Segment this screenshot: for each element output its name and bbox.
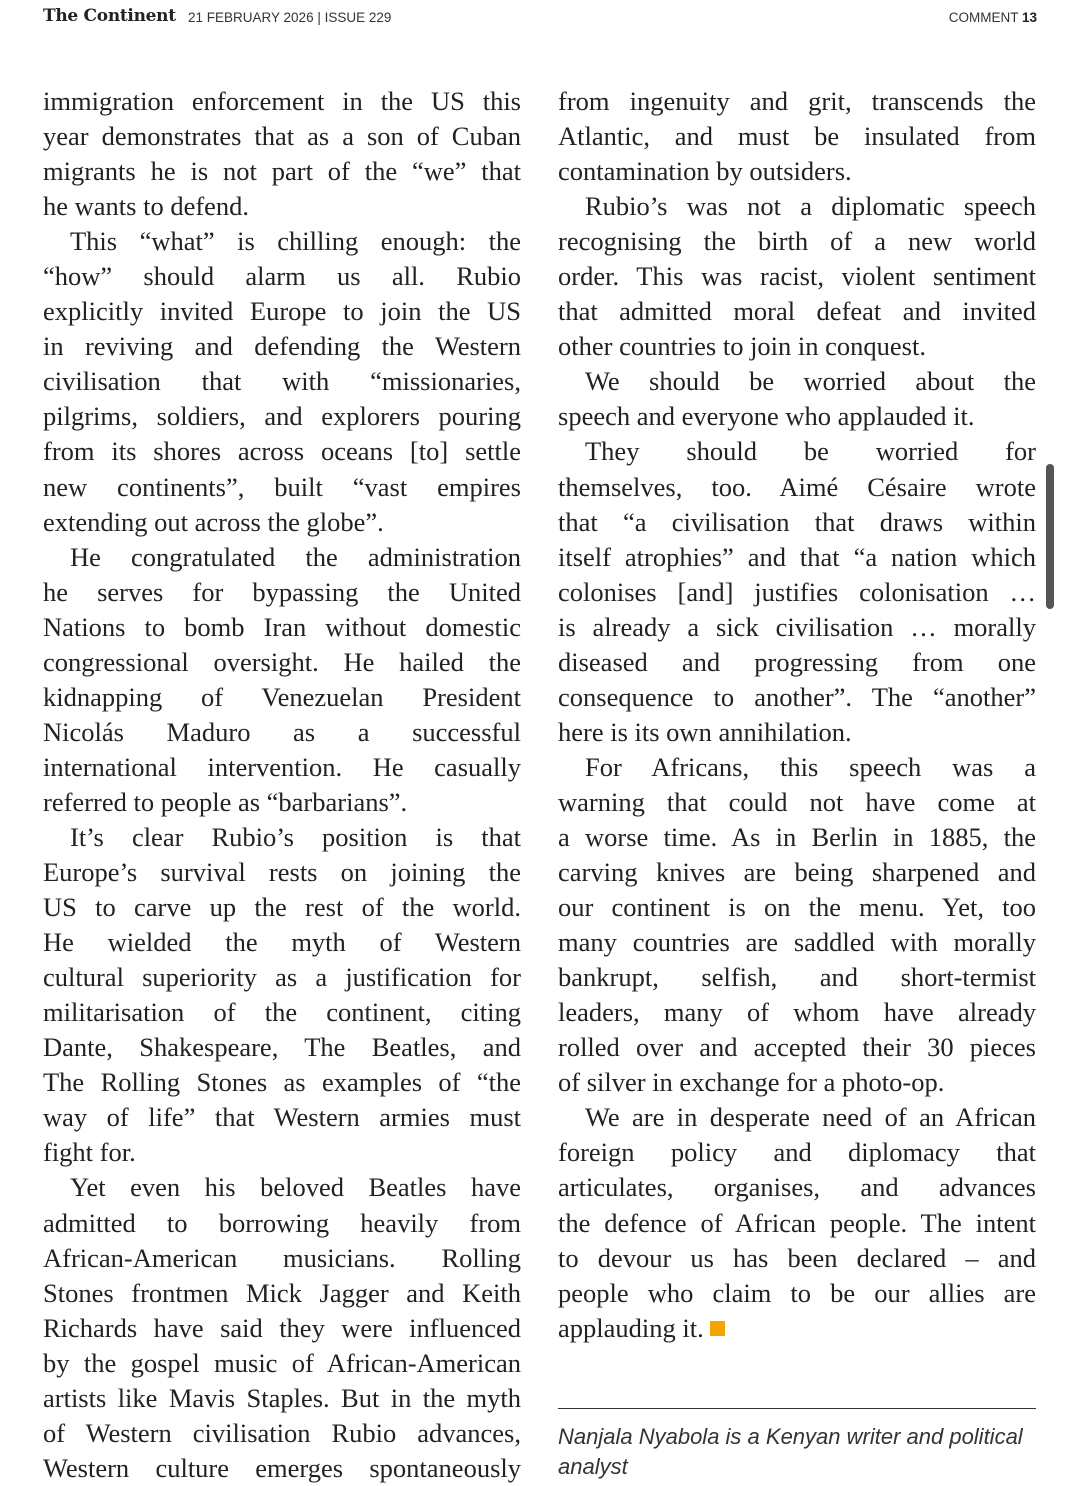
text-line [43, 84, 521, 119]
text-line-content: many countries are saddled with morally [558, 927, 1036, 958]
text-line [558, 925, 1036, 960]
text-line [43, 680, 521, 715]
text-line-content: rolled over and accepted their 30 pieces [558, 1032, 1036, 1063]
text-line-content: The Rolling Stones as examples of “the [43, 1067, 521, 1098]
text-line [558, 715, 1036, 750]
text-line [43, 1135, 521, 1170]
article-column-right [558, 84, 1036, 1346]
text-line [43, 925, 521, 960]
text-line-content: Dante, Shakespeare, The Beatles, and [43, 1032, 521, 1063]
page-number: 13 [1021, 10, 1037, 25]
text-line [43, 995, 521, 1030]
text-line-content: articulates, organises, and advances [558, 1172, 1036, 1203]
text-line [43, 610, 521, 645]
text-line-content: consequence to another”. The “another” [558, 681, 1036, 712]
page-header [43, 6, 1037, 30]
text-line-content: migrants he is not part of the “we” that [43, 156, 521, 187]
publication-title: The Continent [43, 6, 176, 26]
text-line [558, 1206, 1036, 1241]
text-line-content: themselves, too. Aimé Césaire wrote [558, 471, 1036, 502]
text-line-content: Rubio’s was not a diplomatic speech [585, 191, 1036, 222]
text-line-content: “how” should alarm us all. Rubio [43, 261, 521, 292]
author-bio: Nanjala Nyabola is a Kenyan writer and political analyst [558, 1424, 1023, 1479]
text-line [43, 189, 521, 224]
text-line-content: explicitly invited Europe to join the US [43, 296, 521, 327]
text-line [43, 1065, 521, 1100]
text-line [558, 680, 1036, 715]
text-line-content: our continent is on the menu. Yet, too [558, 892, 1036, 923]
text-line [43, 785, 521, 820]
text-line-content: referred to people as “barbarians”. [43, 786, 408, 817]
text-line [43, 715, 521, 750]
text-line-content: of Western civilisation Rubio advances, [43, 1417, 521, 1448]
issue-date: 21 FEBRUARY 2026 | ISSUE 229 [188, 10, 392, 25]
text-line-content: applauding it. [558, 1312, 704, 1343]
section-name: COMMENT [948, 10, 1019, 25]
text-line-content: international intervention. He casually [43, 751, 521, 782]
text-line-content: new continents”, built “vast empires [43, 471, 521, 502]
text-line [558, 1100, 1036, 1135]
text-line [43, 154, 521, 189]
text-line [43, 1170, 521, 1205]
text-line-content: from its shores across oceans [to] settle [43, 436, 521, 467]
text-line-content: congressional oversight. He hailed the [43, 646, 521, 677]
text-line-content: militarisation of the continent, citing [43, 997, 521, 1028]
text-line [43, 364, 521, 399]
text-line-content: itself atrophies” and that “a nation which [558, 541, 1036, 572]
text-line [558, 750, 1036, 785]
text-line [43, 224, 521, 259]
text-line-content: They should be worried for [585, 436, 1036, 467]
text-line-content: He congratulated the administration [70, 541, 521, 572]
article-end-mark-icon [710, 1321, 725, 1336]
text-line-content: to devour us has been declared – and [558, 1242, 1036, 1273]
text-line-content: fight for. [43, 1137, 136, 1168]
text-line-content: leaders, many of whom have already [558, 997, 1036, 1028]
text-line-content: he wants to defend. [43, 191, 250, 222]
text-line-content: African-American musicians. Rolling [43, 1242, 521, 1273]
text-line [558, 575, 1036, 610]
text-line-content: colonises [and] justifies colonisation … [558, 576, 1036, 607]
text-line-content: here is its own annihilation. [558, 716, 852, 747]
text-line [558, 259, 1036, 294]
text-line-content: diseased and progressing from one [558, 646, 1036, 677]
text-line-content: that admitted moral defeat and invited [558, 296, 1036, 327]
text-line [43, 399, 521, 434]
text-line-content: people who claim to be our allies are [558, 1277, 1036, 1308]
text-line-content: It’s clear Rubio’s position is that [70, 821, 521, 852]
text-line-content: contamination by outsiders. [558, 156, 852, 187]
text-line [43, 1276, 521, 1311]
text-line-content: civilisation that with “missionaries, [43, 366, 521, 397]
text-line [43, 750, 521, 785]
text-line [43, 890, 521, 925]
text-line [558, 1170, 1036, 1205]
text-line [558, 505, 1036, 540]
text-line-content: Western culture emerges spontaneously [43, 1452, 521, 1483]
text-line [43, 119, 521, 154]
text-line [43, 855, 521, 890]
text-line-content: way of life” that Western armies must [43, 1102, 521, 1133]
text-line [43, 960, 521, 995]
text-line [558, 470, 1036, 505]
text-line-content: the defence of African people. The intent [558, 1207, 1036, 1238]
text-line [43, 540, 521, 575]
article-column-left [43, 84, 521, 1486]
text-line [558, 119, 1036, 154]
text-line [43, 470, 521, 505]
text-line-content: Richards have said they were influenced [43, 1312, 521, 1343]
text-line-content: of silver in exchange for a photo-op. [558, 1067, 945, 1098]
text-line [43, 645, 521, 680]
text-line-content: Nations to bomb Iran without domestic [43, 611, 521, 642]
text-line-content: kidnapping of Venezuelan President [43, 681, 521, 712]
text-line-content: Nicolás Maduro as a successful [43, 716, 521, 747]
text-line-content: Europe’s survival rests on joining the [43, 857, 521, 888]
text-line-content: warning that could not have come at [558, 786, 1036, 817]
text-line-content: a worse time. As in Berlin in 1885, the [558, 821, 1036, 852]
text-line [43, 1416, 521, 1451]
text-line [558, 154, 1036, 189]
text-line-content: is already a sick civilisation … morally [558, 611, 1036, 642]
text-line [558, 890, 1036, 925]
text-line-content: We should be worried about the [585, 366, 1036, 397]
text-line [558, 960, 1036, 995]
text-line-content: bankrupt, selfish, and short-termist [558, 962, 1036, 993]
text-line-content: Stones frontmen Mick Jagger and Keith [43, 1277, 521, 1308]
text-line [558, 434, 1036, 469]
text-line [43, 1381, 521, 1416]
text-line-content: foreign policy and diplomacy that [558, 1137, 1036, 1168]
text-line [558, 1241, 1036, 1276]
text-line [43, 1311, 521, 1346]
text-line-content: This “what” is chilling enough: the [70, 226, 521, 257]
text-line [558, 820, 1036, 855]
text-line [43, 329, 521, 364]
text-line-content: in reviving and defending the Western [43, 331, 521, 362]
text-line [43, 1206, 521, 1241]
text-line [43, 1100, 521, 1135]
text-line-content: order. This was racist, violent sentiment [558, 261, 1036, 292]
text-line-content: extending out across the globe”. [43, 506, 384, 537]
text-line [558, 189, 1036, 224]
scrollbar-thumb[interactable] [1046, 464, 1054, 609]
text-line-content: pilgrims, soldiers, and explorers pouring [43, 401, 521, 432]
text-line [558, 855, 1036, 890]
text-line [43, 820, 521, 855]
text-line-content: that “a civilisation that draws within [558, 506, 1036, 537]
text-line [43, 1241, 521, 1276]
text-line-content: Atlantic, and must be insulated from [558, 121, 1036, 152]
text-line-content: US to carve up the rest of the world. [43, 892, 521, 923]
text-line-content: he serves for bypassing the United [43, 576, 521, 607]
text-line-content: immigration enforcement in the US this [43, 86, 521, 116]
text-line [558, 540, 1036, 575]
text-line [558, 995, 1036, 1030]
text-line-content: He wielded the myth of Western [43, 927, 521, 958]
text-line-content: recognising the birth of a new world [558, 226, 1036, 257]
text-line-content: admitted to borrowing heavily from [43, 1207, 521, 1238]
text-line-content: year demonstrates that as a son of Cuban [43, 121, 521, 152]
text-line [558, 294, 1036, 329]
text-line [558, 1065, 1036, 1100]
text-line [558, 645, 1036, 680]
text-line-content: carving knives are being sharpened and [558, 857, 1036, 888]
text-line [558, 1030, 1036, 1065]
text-line-content: For Africans, this speech was a [585, 751, 1036, 782]
text-line [558, 364, 1036, 399]
text-line-content: speech and everyone who applauded it. [558, 401, 975, 432]
text-line [43, 1451, 521, 1486]
text-line [558, 785, 1036, 820]
text-line [558, 1276, 1036, 1311]
text-line [558, 399, 1036, 434]
text-line [558, 610, 1036, 645]
text-line-content: from ingenuity and grit, transcends the [558, 86, 1036, 116]
text-line-content: We are in desperate need of an African [585, 1102, 1036, 1133]
text-line [43, 1030, 521, 1065]
text-line [43, 259, 521, 294]
bio-divider [558, 1408, 1036, 1409]
text-line [558, 1135, 1036, 1170]
text-line [43, 294, 521, 329]
text-line [558, 224, 1036, 259]
text-line [558, 1311, 1036, 1346]
text-line-content: cultural superiority as a justification for [43, 962, 521, 993]
text-line [43, 575, 521, 610]
section-page-label [949, 10, 1037, 25]
text-line-content: Yet even his beloved Beatles have [70, 1172, 521, 1203]
text-line-content: artists like Mavis Staples. But in the myth [43, 1382, 521, 1413]
text-line [43, 434, 521, 469]
text-line-content: other countries to join in conquest. [558, 331, 926, 362]
text-line [43, 505, 521, 540]
text-line-content: by the gospel music of African-American [43, 1347, 521, 1378]
text-line [558, 329, 1036, 364]
text-line [43, 1346, 521, 1381]
text-line [558, 84, 1036, 119]
